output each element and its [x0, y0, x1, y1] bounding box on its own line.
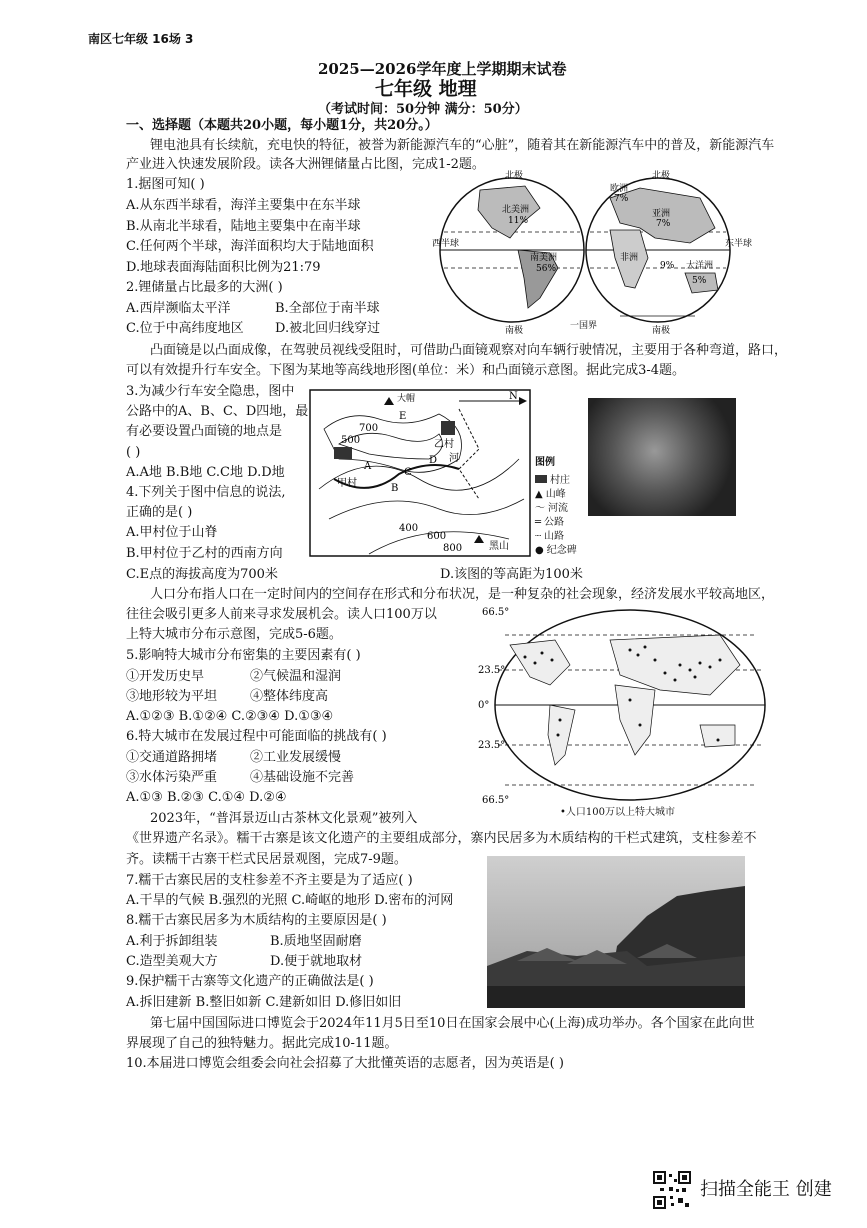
passage-5-line3: 上特大城市分布示意图，完成5-6题。	[126, 627, 342, 642]
q7-options: A.干旱的气候 B.强烈的光照 C.崎岖的地形 D.密布的河网	[126, 893, 454, 908]
footer-brand: 扫描全能王 创建	[700, 1179, 832, 1200]
q6-options: A.①③ B.②③ C.①④ D.②④	[126, 790, 287, 805]
question-3-line4: ( )	[126, 445, 141, 460]
question-8: 8.糯干古寨民居多为木质结构的主要原因是( )	[126, 913, 387, 928]
village-photo	[487, 856, 745, 1008]
q4-option-a: A.甲村位于山脊	[126, 525, 218, 540]
q5-item-4: ④整体纬度高	[250, 689, 329, 704]
q1-option-a: A.从东西半球看，海洋主要集中在东半球	[126, 198, 361, 213]
qr-code-icon	[652, 1170, 692, 1210]
map-point-a: A	[364, 461, 372, 472]
q1-option-c: C.任何两个半球，海洋面积均大于陆地面积	[126, 239, 374, 254]
q8-option-a: A.利于拆卸组装	[126, 934, 218, 949]
q6-item-4: ④基础设施不完善	[250, 770, 355, 785]
label-south-w: 南极	[505, 326, 524, 336]
q2-option-d: D.被北回归线穿过	[275, 321, 381, 336]
legend-item-2: 〜 河流	[535, 503, 568, 514]
label-south-america: 南美洲	[530, 253, 558, 263]
subject-title: 七年级 地理	[375, 78, 477, 100]
section-heading: 一、选择题（本题共20小题，每小题1分，共20分。）	[126, 118, 438, 133]
passage-5-line1: 人口分布指人口在一定时间内的空间存在形式和分布状况，是一种复杂的社会现象，经济发展水平较高地区，	[150, 587, 775, 602]
label-bounds: 一国界	[570, 321, 598, 331]
q5-options: A.①②③ B.①②④ C.②③④ D.①③④	[126, 709, 334, 724]
q2-option-a: A.西岸濒临太平洋	[126, 301, 231, 316]
label-oceania-pct: 5%	[692, 276, 707, 286]
legend-item-0: 村庄	[535, 471, 595, 485]
label-asia-pct: 7%	[656, 219, 671, 229]
question-3-line3: 有必要设置凸面镜的地点是	[126, 424, 283, 439]
q5-item-2: ②气候温和湿润	[250, 669, 342, 684]
q9-options: A.拆旧建新 B.整旧如新 C.建新如旧 D.修旧如旧	[126, 995, 402, 1010]
label-europe-pct: 7%	[614, 194, 629, 204]
label-east-side: 东半球	[725, 239, 753, 249]
question-2: 2.锂储量占比最多的大洲( )	[126, 280, 283, 295]
question-7: 7.糯干古寨民居的支柱参差不齐主要是为了适应( )	[126, 873, 413, 888]
exam-title: 2025—2026学年度上学期期末试卷	[318, 60, 567, 78]
map-north: N	[509, 391, 518, 402]
question-4: 4.下列关于图中信息的说法,	[126, 485, 286, 500]
legend-item-3: ═ 公路	[535, 517, 565, 528]
q6-item-2: ②工业发展缓慢	[250, 750, 342, 765]
lat-n235: 23.5°	[478, 665, 506, 676]
legend-item-1: ▲ 山峰	[535, 489, 566, 500]
map-river: 河	[449, 453, 459, 464]
label-south-e: 南极	[652, 326, 671, 336]
label-west-side: 西半球	[432, 239, 460, 249]
q4-option-c: C.E点的海拔高度为700米	[126, 567, 278, 582]
question-6: 6.特大城市在发展过程中可能面临的挑战有( )	[126, 729, 387, 744]
question-3: 3.为减少行车安全隐患，图中	[126, 384, 295, 399]
question-10: 10.本届进口博览会组委会向社会招募了大批懂英语的志愿者，因为英语是( )	[126, 1056, 564, 1071]
q2-option-c: C.位于中高纬度地区	[126, 321, 244, 336]
map-village-jia: 甲村	[337, 478, 357, 489]
q4-option-d: D.该图的等高距为100米	[440, 567, 583, 582]
map-point-e: E	[399, 411, 407, 422]
label-north-america-pct: 11%	[508, 216, 529, 226]
label-asia: 亚洲	[652, 209, 671, 219]
label-north-w: 北极	[505, 171, 524, 181]
question-5: 5.影响特大城市分布密集的主要因素有( )	[126, 648, 361, 663]
label-north-america: 北美洲	[502, 205, 530, 215]
lat-0: 0°	[478, 700, 490, 711]
question-1: 1.据图可知( )	[126, 177, 205, 192]
exam-info: （考试时间：50分钟 满分：50分）	[318, 102, 528, 117]
q3-options: A.A地 B.B地 C.C地 D.D地	[126, 465, 285, 480]
label-south-america-pct: 56%	[536, 264, 557, 274]
lat-s665: 66.5°	[482, 795, 510, 806]
map-contour-500: 500	[341, 435, 361, 446]
label-africa: 非洲	[620, 253, 639, 263]
megacity-caption: •人口100万以上特大城市	[560, 807, 675, 818]
passage-7-line3: 齐。读糯干古寨干栏式民居景观图，完成7-9题。	[126, 852, 407, 867]
q4-option-b: B.甲村位于乙村的西南方向	[126, 546, 283, 561]
passage-1-line2: 产业进入快速发展阶段。读各大洲锂储量占比图，完成1-2题。	[126, 157, 485, 172]
convex-mirror-photo	[588, 398, 736, 516]
map-village-yi: 乙村	[434, 439, 454, 450]
legend-item-5: ● 纪念碑	[535, 545, 577, 556]
map-contour-400: 400	[399, 523, 419, 534]
question-4-line2: 正确的是( )	[126, 505, 193, 520]
map-legend	[535, 453, 595, 555]
label-north-e: 北极	[652, 171, 671, 181]
question-3-line2: 公路中的A、B、C、D四地，最	[126, 404, 309, 419]
passage-7-line1: 2023年，“普洱景迈山古茶林文化景观”被列入	[150, 811, 418, 826]
map-point-d: D	[429, 455, 438, 466]
passage-10-line2: 界展现了自己的独特魅力。据此完成10-11题。	[126, 1036, 398, 1051]
q8-option-d: D.便于就地取材	[270, 954, 363, 969]
q5-item-3: ③地形较为平坦	[126, 689, 218, 704]
passage-7-line2: 《世界遗产名录》。糯干古寨是该文化遗产的主要组成部分，寨内民居多为木质结构的干栏式建筑，支柱参差不	[126, 831, 757, 846]
q8-option-b: B.质地坚固耐磨	[270, 934, 362, 949]
question-9: 9.保护糯干古寨等文化遗产的正确做法是( )	[126, 974, 374, 989]
q6-item-1: ①交通道路拥堵	[126, 750, 218, 765]
megacity-world-map	[480, 605, 770, 820]
map-contour-700: 700	[359, 423, 379, 434]
lat-n665: 66.5°	[482, 607, 510, 618]
label-pct-extra: 9%	[660, 261, 675, 271]
passage-3-line2: 可以有效提升行车安全。下图为某地等高线地形图(单位：米）和凸面镜示意图。据此完成3-4题。	[126, 363, 686, 378]
contour-map	[309, 389, 531, 557]
header-left: 南区七年级 16场 3	[88, 32, 194, 46]
q6-item-3: ③水体污染严重	[126, 770, 218, 785]
passage-10-line1: 第七届中国国际进口博览会于2024年11月5日至10日在国家会展中心(上海)成功举办。各个国家在此向世	[150, 1016, 755, 1031]
passage-3-line1: 凸面镜是以凸面成像，在驾驶员视线受阻时，可借助凸面镜观察对向车辆行驶情况，主要用于各种弯道，路口，	[150, 343, 788, 358]
q8-option-c: C.造型美观大方	[126, 954, 218, 969]
q1-option-d: D.地球表面海陆面积比例为21:79	[126, 260, 321, 275]
map-peak-black: 黑山	[489, 541, 509, 552]
q5-item-1: ①开发历史早	[126, 669, 205, 684]
map-point-b: B	[391, 483, 399, 494]
q1-option-b: B.从南北半球看，陆地主要集中在南半球	[126, 219, 361, 234]
legend-title: 图例	[535, 457, 555, 468]
lat-s235: 23.5°	[478, 740, 506, 751]
legend-item-4: ┈ 山路	[535, 531, 565, 542]
passage-5-line2: 往往会吸引更多人前来寻求发展机会。读人口100万以	[126, 607, 437, 622]
q2-option-b: B.全部位于南半球	[275, 301, 380, 316]
map-contour-800: 800	[443, 543, 463, 554]
label-europe: 欧洲	[610, 184, 629, 194]
label-oceania: 大洋洲	[686, 261, 714, 271]
passage-1-line1: 锂电池具有长续航，充电快的特征，被誉为新能源汽车的“心脏”，随着其在新能源汽车中的普及，新能源汽车	[150, 138, 775, 153]
map-peak-da: 大帽	[397, 394, 416, 404]
hemisphere-lithium-figure	[430, 168, 753, 338]
map-point-c: C	[404, 467, 412, 478]
map-contour-600: 600	[427, 531, 447, 542]
